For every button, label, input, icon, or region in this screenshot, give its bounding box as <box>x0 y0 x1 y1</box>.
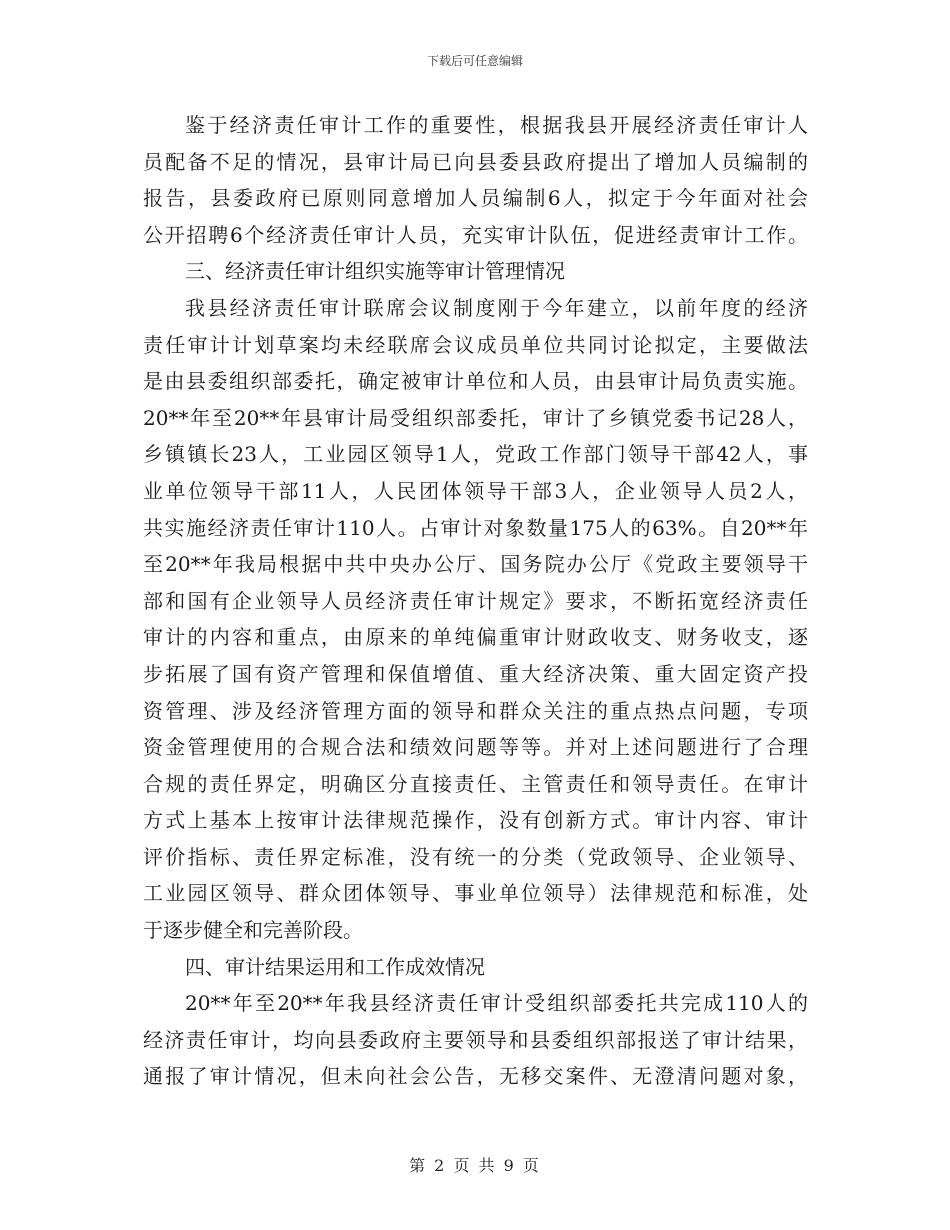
text-line: 通报了审计情况，但未向社会公告，无移交案件、无澄清问题对象， <box>143 1064 808 1089</box>
text-line: 审计的内容和重点，由原来的单纯偏重审计财政收支、财务收支，逐 <box>143 625 808 650</box>
text-line: 四、审计结果运用和工作成效情况 <box>185 954 485 979</box>
text-line: 评价指标、责任界定标准，没有统一的分类（党政领导、企业领导、 <box>143 844 808 869</box>
text-line: 方式上基本上按审计法律规范操作，没有创新方式。审计内容、审计 <box>143 808 808 833</box>
text-line: 员配备不足的情况，县审计局已向县委县政府提出了增加人员编制的 <box>143 149 808 174</box>
text-line: 部和国有企业领导人员经济责任审计规定》要求，不断拓宽经济责任 <box>143 588 808 613</box>
text-line: 20**年至20**年县审计局受组织部委托，审计了乡镇党委书记28人， <box>143 405 808 430</box>
text-line: 责任审计计划草案均未经联席会议成员单位共同讨论拟定，主要做法 <box>143 332 808 357</box>
text-line: 业单位领导干部11人，人民团体领导干部3人，企业领导人员2人， <box>143 478 808 503</box>
text-line: 经济责任审计，均向县委政府主要领导和县委组织部报送了审计结果， <box>143 1027 808 1052</box>
text-line: 资管理、涉及经济管理方面的领导和群众关注的重点热点问题，专项 <box>143 698 808 723</box>
document-body <box>143 107 808 1095</box>
text-line: 共实施经济责任审计110人。占审计对象数量175人的63%。自20**年 <box>143 515 808 540</box>
text-line: 步拓展了国有资产管理和保值增值、重大经济决策、重大固定资产投 <box>143 661 808 686</box>
text-line: 资金管理使用的合规合法和绩效问题等等。并对上述问题进行了合理 <box>143 735 808 760</box>
text-line: 鉴于经济责任审计工作的重要性，根据我县开展经济责任审计人 <box>185 113 808 137</box>
text-line: 我县经济责任审计联席会议制度刚于今年建立，以前年度的经济 <box>185 295 808 320</box>
text-line: 20**年至20**年我县经济责任审计受组织部委托共完成110人的 <box>185 991 808 1016</box>
text-line: 至20**年我局根据中共中央办公厅、国务院办公厅《党政主要领导干 <box>143 552 808 577</box>
text-line: 是由县委组织部委托，确定被审计单位和人员，由县审计局负责实施。 <box>143 369 808 394</box>
text-line: 合规的责任界定，明确区分直接责任、主管责任和领导责任。在审计 <box>143 771 808 796</box>
text-line: 三、经济责任审计组织实施等审计管理情况 <box>185 259 565 284</box>
text-line: 于逐步健全和完善阶段。 <box>143 918 363 943</box>
text-line: 乡镇镇长23人，工业园区领导1人，党政工作部门领导干部42人，事 <box>143 442 808 467</box>
page-header: 下载后可任意编辑 <box>426 54 523 68</box>
text-line: 报告，县委政府已原则同意增加人员编制6人，拟定于今年面对社会 <box>143 186 808 211</box>
text-line: 公开招聘6个经济责任审计人员，充实审计队伍，促进经责审计工作。 <box>143 222 808 247</box>
page-footer: 第 2 页 共 9 页 <box>409 1156 541 1175</box>
text-line: 工业园区领导、群众团体领导、事业单位领导）法律规范和标准，处 <box>143 881 808 906</box>
